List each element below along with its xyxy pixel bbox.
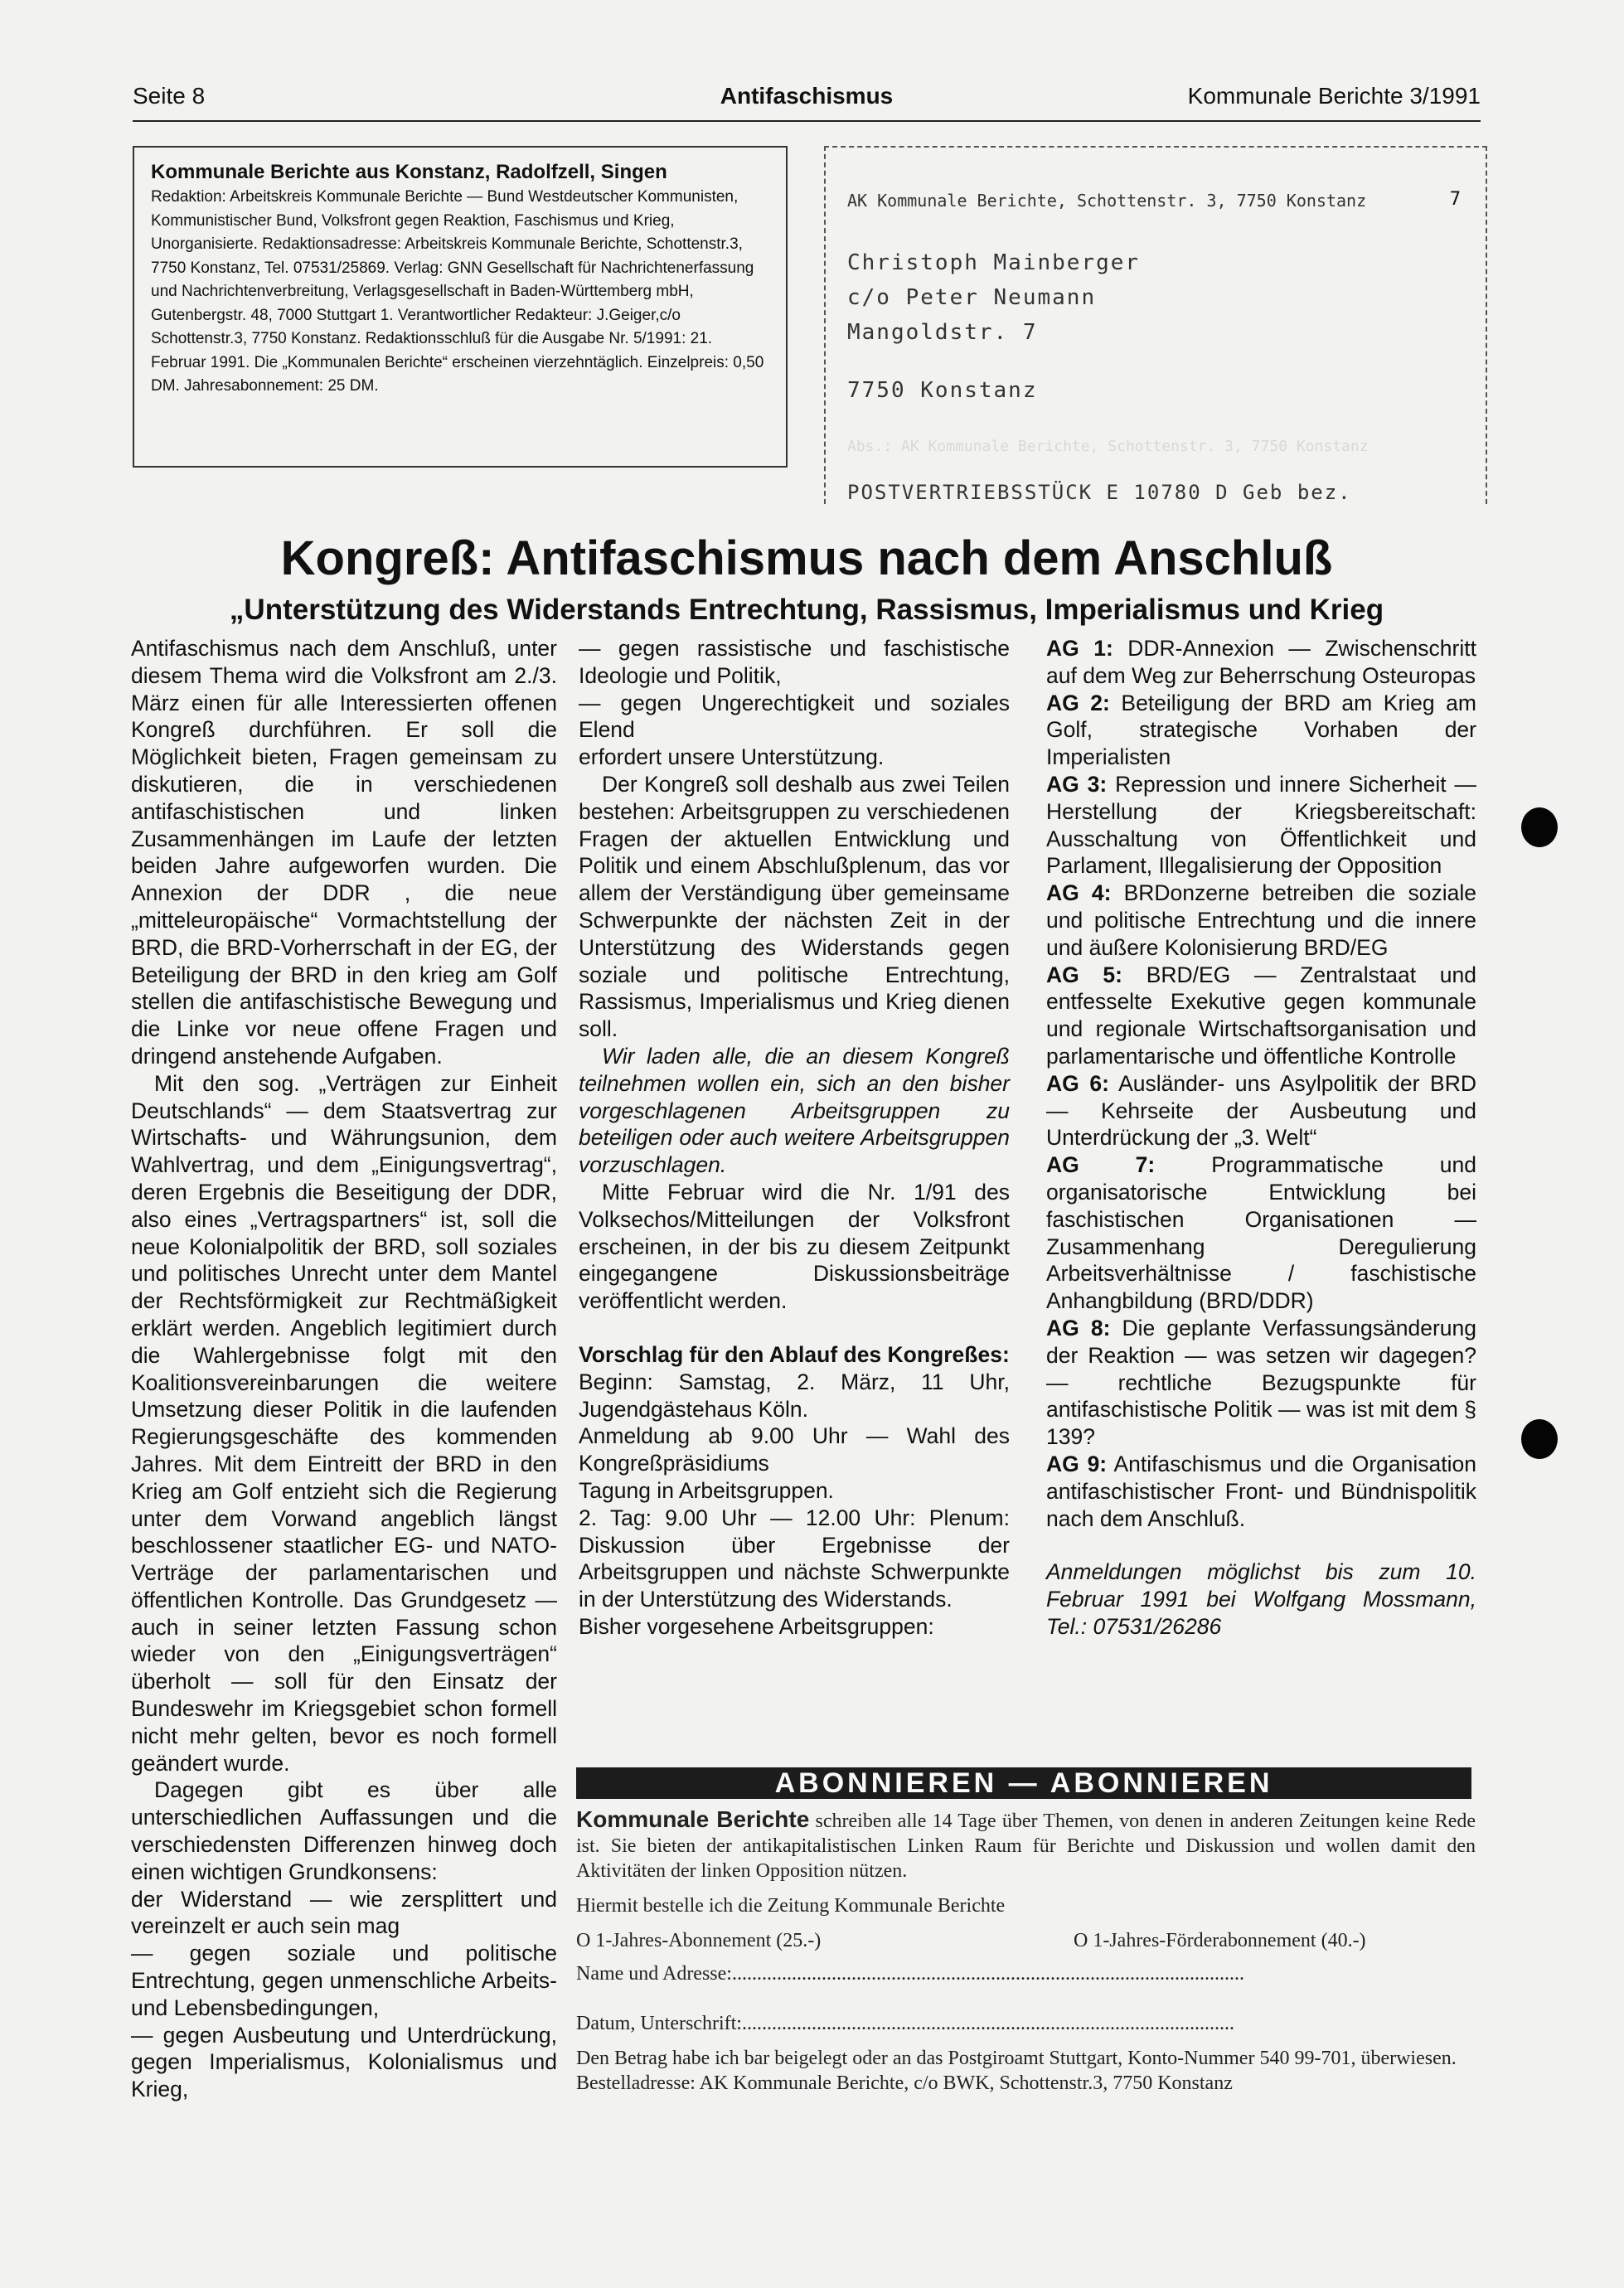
working-group-item [1046, 1070, 1476, 1151]
paragraph: — gegen rassistische und faschistische Ideologie und Politik, [579, 636, 1010, 688]
schedule-line: Bisher vorgesehene Arbeitsgruppen: [579, 1613, 934, 1639]
paragraph: — gegen soziale und politische Entrechtung, gegen unmenschliche Arbeits- und Lebensbedingungen, [131, 1941, 557, 2020]
paragraph: Der Kongreß soll deshalb aus zwei Teilen bestehen: Arbeitsgruppen zu verschiedenen Fragen der aktuellen Entwicklung und Politik und einem Abschlußplenum, das vor allem der Verständigung über gemeinsame Schwerpunkte der nächsten Zeit in der Unterstützung des Widerstands gegen soziale und politische Entrechtung, Rassismus, Imperialismus und Krieg dienen soll. [579, 771, 1010, 1042]
group-text: DDR-Annexion — Zwischenschritt auf dem Weg zur Beherrschung Osteuropas [1046, 636, 1476, 688]
punch-hole [1521, 807, 1558, 847]
group-label: AG 8: [1046, 1315, 1111, 1340]
option-annual[interactable]: O 1-Jahres-Abonnement (25.-) [576, 1930, 822, 1951]
address-sender: AK Kommunale Berichte, Schottenstr. 3, 7750 Konstanz [847, 191, 1367, 211]
address-recipient [847, 245, 1140, 350]
schedule-line: Beginn: Samstag, 2. März, 11 Uhr, Jugendgästehaus Köln. [579, 1369, 1010, 1422]
working-group-item [1046, 690, 1476, 771]
paragraph: Mitte Februar wird die Nr. 1/91 des Volksechos/Mitteilungen der Volksfront erscheinen, in der bis zu diesem Zeitpunkt eingegangene Diskussionsbeiträge veröffentlicht werden. [579, 1179, 1010, 1314]
group-text: Die geplante Verfassungsänderung der Reaktion — was setzen wir dagegen? — rechtliche Bezugspunkte für antifaschistische Politik — was ist mit dem § 139? [1046, 1315, 1476, 1450]
working-group-item [1046, 771, 1476, 880]
imprint-body: Redaktion: Arbeitskreis Kommunale Berichte — Bund Westdeutscher Kommunisten, Kommunistischer Bund, Volksfront gegen Reaktion, Faschismus und Krieg, Unorganisierte. Redaktionsadresse: Arbeitskreis Kommunale Berichte, Schottenstr.3, 7750 Konstanz, Tel. 07531/25869. Verlag: GNN Gesellschaft für Nachrichtenerfassung und Nachrichtenverbreitung, Verlagsgesellschaft in Baden-Württemberg mbH, Gutenbergstr. 48, 7000 Stuttgart 1. Verantwortlicher Redakteur: J.Geiger,c/o Schottenstr.3, 7750 Konstanz. Redaktionsschluß für die Ausgabe Nr. 5/1991: 21. Februar 1991. Die „Kommunalen Berichte“ erscheinen vierzehntäglich. Einzelpreis: 0,50 DM. Jahresabonnement: 25 DM. [151, 188, 764, 395]
group-text: Ausländer- uns Asylpolitik der BRD — Kehrseite der Ausbeutung und Unterdrückung der „3. Welt“ [1046, 1070, 1476, 1151]
article-subheadline: „Unterstützung des Widerstands Entrechtung, Rassismus, Imperialismus und Krieg [229, 594, 1384, 626]
faint-sender-line: Abs.: AK Kommunale Berichte, Schottenstr. 3, 7750 Konstanz [847, 438, 1369, 455]
group-text: Antifaschismus und die Organisation antifaschistischer Front- und Bündnispolitik nach dem Anschluß. [1046, 1451, 1476, 1531]
subscribe-banner: ABONNIEREN — ABONNIEREN [576, 1767, 1471, 1799]
payment-note: Den Betrag habe ich bar beigelegt oder an das Postgiroamt Stuttgart, Konto-Nummer 540 99-701, überwiesen. [576, 2048, 1457, 2069]
brand-name: Kommunale Berichte [576, 1806, 810, 1832]
article-column-2 [579, 635, 1010, 1641]
section-title: Antifaschismus [720, 83, 894, 109]
name-address-field[interactable]: Name und Adresse:....................................................................................................... [576, 1963, 1244, 1985]
working-group-item [1046, 1151, 1476, 1315]
working-group-item [1046, 635, 1476, 690]
group-text: Beteiligung der BRD am Krieg am Golf, strategische Vorhaben der Imperialisten [1046, 690, 1476, 770]
punch-hole [1521, 1419, 1558, 1459]
schedule-line: Anmeldung ab 9.00 Uhr — Wahl des Kongreßpräsidiums [579, 1423, 1010, 1476]
paragraph: erfordert unsere Unterstützung. [579, 744, 885, 770]
group-text: Repression und innere Sicherheit — Herstellung der Kriegsbereitschaft: Ausschaltung von Öffentlichkeit und Parlament, Illegalisierung der Opposition [1046, 771, 1476, 879]
postvertrieb-line: POSTVERTRIEBSSTÜCK E 10780 D Geb bez. [847, 481, 1352, 504]
schedule-line: Tagung in Arbeitsgruppen. [579, 1477, 834, 1503]
group-label: AG 4: [1046, 880, 1112, 906]
schedule-line: 2. Tag: 9.00 Uhr — 12.00 Uhr: Plenum: Diskussion über Ergebnisse der Arbeitsgruppen und nächste Schwerpunkte in der Unterstützung des Widerstands. [579, 1505, 1010, 1612]
paragraph: Antifaschismus nach dem Anschluß, unter diesem Thema wird die Volksfront am 2./3. März einen für alle Interessierten offenen Kongreß durchführen. Er soll die Möglichkeit bieten, Fragen gemeinsam zu diskutieren, die in verschiedenen antifaschistischen und linken Zusammenhängen im Laufe der letzten beiden Jahre aufgeworfen wurden. Die Annexion der DDR , die neue „mitteleuropäische“ Vormachtstellung der BRD, die BRD-Vorherrschaft in der EG, der Beteiligung der BRD in den krieg am Golf stellen die antifaschistische Bewegung und die Linke vor neue offene Fragen und dringend anstehende Aufgaben. [131, 636, 557, 1069]
address-label [824, 146, 1487, 504]
recipient-line: Mangoldstr. 7 [847, 320, 1038, 345]
paragraph: Dagegen gibt es über alle unterschiedlichen Auffassungen und die verschiedensten Differenzen hinweg doch einen wichtigen Grundkonsens: [131, 1777, 557, 1884]
order-line: Hiermit bestelle ich die Zeitung Kommunale Berichte [576, 1895, 1006, 1917]
recipient-line: c/o Peter Neumann [847, 285, 1097, 310]
group-label: AG 5: [1046, 962, 1122, 987]
working-group-item [1046, 1315, 1476, 1451]
schedule-title: Vorschlag für den Ablauf des Kongreßes: [579, 1341, 1010, 1367]
working-group-item [1046, 1451, 1476, 1532]
paragraph: Mit den sog. „Verträgen zur Einheit Deutschlands“ — dem Staatsvertrag zur Wirtschafts- und Währungsunion, dem Wahlvertrag, und dem „Einigungsvertrag“, deren Ergebnis die Beseitigung der DDR, also eines „Vertragspartners“ ist, soll die neue Kolonialpolitik der BRD, soll soziales und politisches Unrecht unter dem Mantel der Rechtsförmigkeit zur Rechtmäßigkeit erklärt werden. Angeblich legitimiert durch die Wahlergebnisse folgt mit den Koalitionsvereinbarungen die weitere Umsetzung dieser Politik in die laufenden Regierungsgeschäfte des kommenden Jahres. Mit dem Eintreitt der BRD in den Krieg am Golf entzieht sich die Regierung unter dem Vorwand angeblich längst beschlossener staatlicher EG- und NATO-Verträge der parlamentarischen und öffentlichen Kontrolle. Das Grundgesetz — auch in seiner letzten Fassung schon wieder von den „Einigungsverträgen“ überholt — soll für den Einsatz der Bundeswehr im Kriegsgebiet schon formell nicht mehr gelten, bevor es noch formell geändert wurde. [131, 1070, 557, 1776]
group-text: BRD/EG — Zentralstaat und entfesselte Exekutive gegen kommunale und regionale Wirtschaftsorganisation und parlamentarische und öffentliche Kontrolle [1046, 962, 1476, 1069]
paragraph: — gegen Ausbeutung und Unterdrückung, gegen Imperialismus, Kolonialismus und Krieg, [131, 2022, 557, 2102]
group-label: AG 7: [1046, 1152, 1156, 1178]
address-number: 7 [1449, 189, 1461, 210]
subscription-intro [576, 1807, 1476, 1883]
article-headline: Kongreß: Antifaschismus nach dem Anschluß [280, 531, 1333, 585]
recipient-city: 7750 Konstanz [847, 378, 1038, 403]
imprint-title: Kommunale Berichte aus Konstanz, Radolfzell, Singen [151, 161, 667, 183]
group-label: AG 6: [1046, 1070, 1109, 1096]
subscription-form [576, 1807, 1476, 2106]
intro-text: schreiben alle 14 Tage über Themen, von denen in anderen Zeitungen keine Rede ist. Sie bieten der antikapitalistischen Linken Raum für Berichte und Diskussion und wollen damit den Aktivitäten der linken Opposition nützen. [576, 1811, 1476, 1882]
imprint-box [133, 146, 788, 468]
order-address: Bestelladresse: AK Kommunale Berichte, c/o BWK, Schottenstr.3, 7750 Konstanz [576, 2072, 1233, 2094]
working-group-item [1046, 962, 1476, 1070]
recipient-line: Christoph Mainberger [847, 250, 1141, 275]
article-column-1 [131, 635, 557, 2103]
group-label: AG 3: [1046, 771, 1108, 797]
header-rule [133, 120, 1481, 122]
registration-note: Anmeldungen möglichst bis zum 10. Februar 1991 bei Wolfgang Mossmann, Tel.: 07531/26286 [1046, 1559, 1476, 1639]
paragraph: der Widerstand — wie zersplittert und vereinzelt er auch sein mag [131, 1886, 557, 1939]
working-group-item [1046, 880, 1476, 961]
subscription-options [576, 1928, 1476, 1961]
article-column-3 [1046, 635, 1476, 1641]
invitation-paragraph: Wir laden alle, die an diesem Kongreß teilnehmen wollen ein, sich an den bisher vorgeschlagenen Arbeitsgruppen zu beteiligen oder auch weitere Arbeitsgruppen vorzuschlagen. [579, 1043, 1010, 1178]
paragraph: — gegen Ungerechtigkeit und soziales Elend [579, 690, 1010, 743]
option-support[interactable]: O 1-Jahres-Förderabonnement (40.-) [1074, 1930, 1366, 1951]
group-label: AG 9: [1046, 1451, 1108, 1476]
page-number: Seite 8 [133, 83, 206, 109]
date-signature-field[interactable]: Datum, Unterschrift:................................................................................................... [576, 2013, 1234, 2034]
group-label: AG 1: [1046, 636, 1113, 661]
page-header [133, 83, 1481, 118]
group-text: Programmatische und organisatorische Entwicklung bei faschistischen Organisationen — Zusammenhang Deregulierung Arbeitsverhältnisse / faschistische Anhangbildung (BRD/DDR) [1046, 1152, 1476, 1314]
group-text: BRDonzerne betreiben die soziale und politische Entrechtung und die innere und äußere Kolonisierung BRD/EG [1046, 880, 1476, 960]
group-label: AG 2: [1046, 690, 1110, 715]
issue-label: Kommunale Berichte 3/1991 [1187, 83, 1481, 109]
